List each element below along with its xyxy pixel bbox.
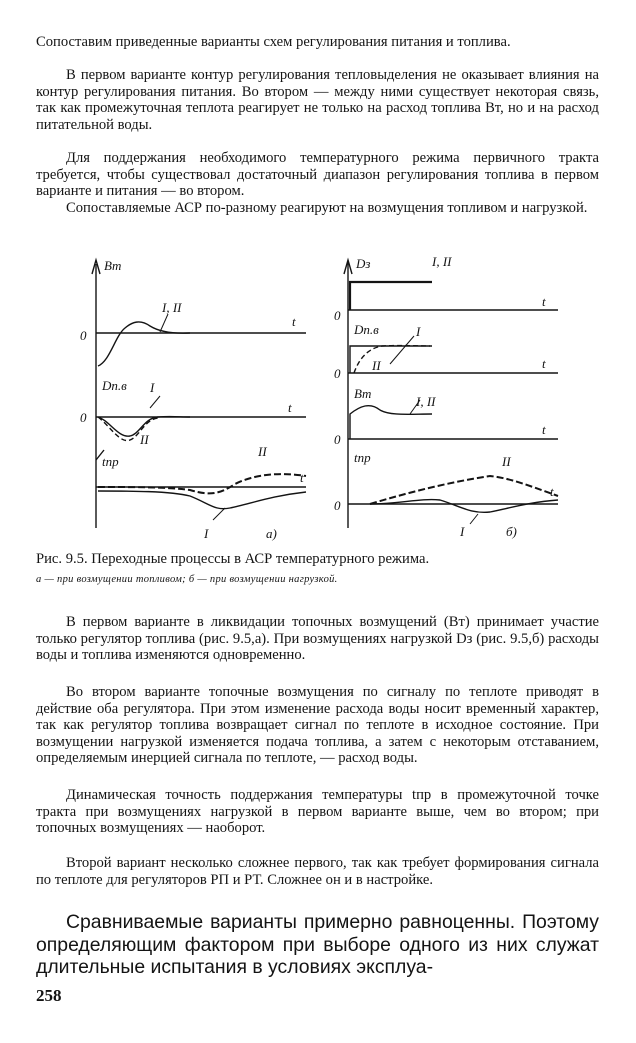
right-chart2-step — [350, 346, 432, 373]
left-chart1-curve-label: I, II — [162, 300, 182, 315]
right-chart2-curve-ii — [354, 346, 430, 373]
left-chart1-curve — [98, 322, 190, 366]
right-chart4-leader — [470, 514, 478, 524]
figure-caption: Рис. 9.5. Переходные процессы в АСР температурного режима. — [36, 551, 430, 567]
right-chart4-xlabel: t — [550, 484, 554, 499]
right-chart4-zero: 0 — [334, 498, 341, 513]
right-chart3-xlabel: t — [542, 422, 546, 437]
left-chart3-curve-label-i: I — [204, 526, 209, 541]
right-chart1-xlabel: t — [542, 294, 546, 309]
left-chart3-xlabel: t — [300, 470, 304, 485]
right-panel-letter: б) — [506, 524, 517, 539]
paragraph-3: Для поддержания необходимого температурного режима первичного тракта требуется, чтобы существовал достаточный диапазон регулирования топлива в первом варианте и питания — во втором. — [36, 150, 599, 199]
paragraph-4: Сопоставляемые АСР по-разному реагируют на возмущения топливом и нагрузкой. — [66, 200, 588, 216]
right-chart4-ylabel: tпр — [354, 450, 371, 465]
right-chart3-zero: 0 — [334, 432, 341, 447]
right-chart2-xlabel: t — [542, 356, 546, 371]
paragraph-5: В первом варианте в ликвидации топочных возмущений (Bт) принимает участие только регулятор топлива (рис. 9.5,а). При возмущениях нагрузкой Dз (рис. 9.5,б) расходы воды и топлива изменяются одновременно. — [36, 614, 599, 663]
paragraph-7: Динамическая точность поддержания температуры tпр в промежуточной точке тракта при возмущениях нагрузкой в первом варианте выше, чем во втором; при топочных возмущениях — наоборот. — [36, 787, 599, 836]
right-chart3-curve-label: I, II — [416, 394, 436, 409]
paragraph-2: В первом варианте контур регулирования тепловыделения не оказывает влияния на контур регулирования питания. Во втором — между ними существует некоторая связь, так как промежуточная теплота реагирует не только на расход топлива Bт, но и на расход питательной воды. — [36, 67, 599, 133]
figure-9-5 — [70, 246, 580, 546]
paragraph-6: Во втором варианте топочные возмущения по сигналу по теплоте приводят в действие оба регулятора. При этом изменение расхода воды носит временный характер, так как регулятор топлива возвращает сигнал по теплоте в исходное состояние. При возмущении нагрузкой изменяется подача топлива, а затем с некоторым отставанием, определяемым инерцией сигнала по теплоте, — расход воды. — [36, 684, 599, 766]
right-chart4-curve-i — [370, 500, 558, 513]
left-chart2-xlabel: t — [288, 400, 292, 415]
right-chart3-ylabel: Bт — [354, 386, 372, 401]
left-chart2-curve-label-ii: II — [140, 432, 149, 447]
right-chart1-ylabel: Dз — [356, 256, 371, 271]
left-chart3-leader — [213, 508, 225, 520]
left-chart2-ylabel: Dп.в — [102, 378, 127, 393]
left-chart2-zero: 0 — [80, 410, 87, 425]
right-chart2-zero: 0 — [334, 366, 341, 381]
right-chart4-curve-label-ii: II — [502, 454, 511, 469]
page-number: 258 — [36, 986, 62, 1005]
paragraph-1: Сопоставим приведенные варианты схем регулирования питания и топлива. — [36, 34, 511, 50]
left-chart1-xlabel: t — [292, 314, 296, 329]
left-panel-letter: а) — [266, 526, 277, 541]
left-chart1-leader — [160, 314, 168, 332]
right-chart3-curve — [350, 406, 432, 439]
right-chart4-curve-label-i: I — [460, 524, 465, 539]
figure-caption-legend: а — при возмущении топливом; б — при возмущении нагрузкой. — [36, 574, 338, 585]
paragraph-8: Второй вариант несколько сложнее первого, так как требует формирования сигнала по теплоте для регуляторов РП и РТ. Сложнее он и в настройке. — [36, 855, 599, 888]
right-chart1-curve-label: I, II — [432, 254, 452, 269]
left-chart3-ylabel: tпр — [102, 454, 119, 469]
right-chart1-step — [350, 282, 432, 310]
right-chart1-zero: 0 — [334, 308, 341, 323]
left-chart2-leader — [150, 396, 160, 408]
left-chart2-curve-label-i: I — [150, 380, 155, 395]
left-chart1-ylabel: Bт — [104, 258, 122, 273]
right-chart4-curve-ii — [370, 476, 558, 504]
right-chart2-curve-label-ii: II — [372, 358, 381, 373]
right-chart2-leader — [390, 336, 414, 364]
paragraph-9-large: Сравниваемые варианты примерно равноценны. Поэтому определяющим фактором при выборе одного из них служат длительные испытания в условиях эксплуа- — [36, 911, 599, 978]
right-chart2-ylabel: Dп.в — [354, 322, 379, 337]
left-chart1-zero: 0 — [80, 328, 87, 343]
left-chart3-curve-label-ii: II — [258, 444, 267, 459]
right-chart2-curve-label-i: I — [416, 324, 421, 339]
